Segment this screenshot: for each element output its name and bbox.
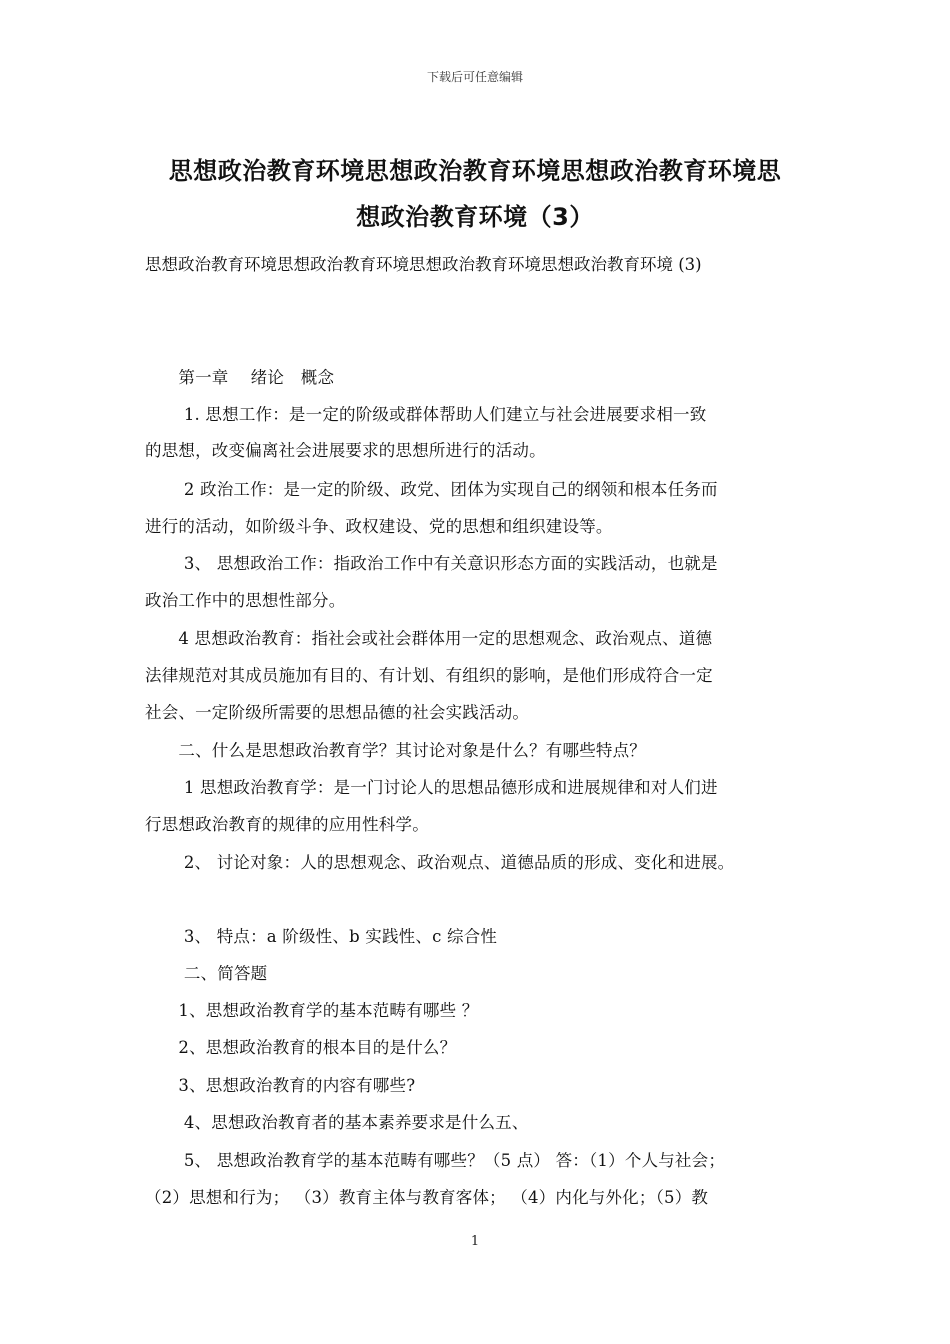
paragraph-line: 的思想，改变偏离社会进展要求的思想所进行的活动。 [145,441,546,460]
section-heading: 二、简答题 [145,964,268,983]
paragraph-line: 4 思想政治教育：指社会或社会群体用一定的思想观念、政治观点、道德 [145,629,713,648]
list-item: 3、思想政治教育的内容有哪些? [145,1076,416,1095]
chapter-heading: 第一章 绪论 概念 [145,368,335,387]
list-item: 4、思想政治教育者的基本素养要求是什么五、 [145,1113,529,1132]
paragraph-line: 3、 特点：a 阶级性、b 实践性、c 综合性 [145,927,498,946]
paragraph-line: 3、 思想政治工作：指政治工作中有关意识形态方面的实践活动，也就是 [145,554,718,573]
title-line-1: 思想政治教育环境思想政治教育环境思想政治教育环境思 [168,157,782,185]
paragraph-line: 行思想政治教育的规律的应用性科学。 [145,815,429,834]
paragraph-line: 2 政治工作：是一定的阶级、政党、团体为实现自己的纲领和根本任务而 [145,480,718,499]
document-body [145,0,807,1344]
list-item: 5、 思想政治教育学的基本范畴有哪些？（5 点） 答：（1）个人与社会； [145,1151,726,1170]
title-line-2: 想政治教育环境（3） [356,203,594,231]
list-item: 2、思想政治教育的根本目的是什么？ [145,1038,457,1057]
section-question: 二、什么是思想政治教育学？其讨论对象是什么？有哪些特点？ [145,741,646,760]
paragraph-line: （2）思想和行为； （3）教育主体与教育客体； （4）内化与外化；（5）教 [145,1188,709,1207]
paragraph-line: 1 思想政治教育学：是一门讨论人的思想品德形成和进展规律和对人们进 [145,778,718,797]
paragraph-line: 社会、一定阶级所需要的思想品德的社会实践活动。 [145,703,530,722]
paragraph-line: 政治工作中的思想性部分。 [145,591,346,610]
document-subtitle: 思想政治教育环境思想政治教育环境思想政治教育环境思想政治教育环境 (3) [145,255,702,274]
list-item: 1、思想政治教育学的基本范畴有哪些 ？ [145,1001,479,1020]
paragraph-line: 进行的活动，如阶级斗争、政权建设、党的思想和组织建设等。 [145,517,613,536]
paragraph-line: 法律规范对其成员施加有目的、有计划、有组织的影响，是他们形成符合一定 [145,666,713,685]
paragraph-line: 2、 讨论对象：人的思想观念、政治观点、道德品质的形成、变化和进展。 [145,853,735,872]
page-number: 1 [470,1234,480,1249]
paragraph-line: 1. 思想工作：是一定的阶级或群体帮助人们建立与社会进展要求相一致 [145,405,707,424]
header-note: 下载后可任意编辑 [426,70,523,84]
